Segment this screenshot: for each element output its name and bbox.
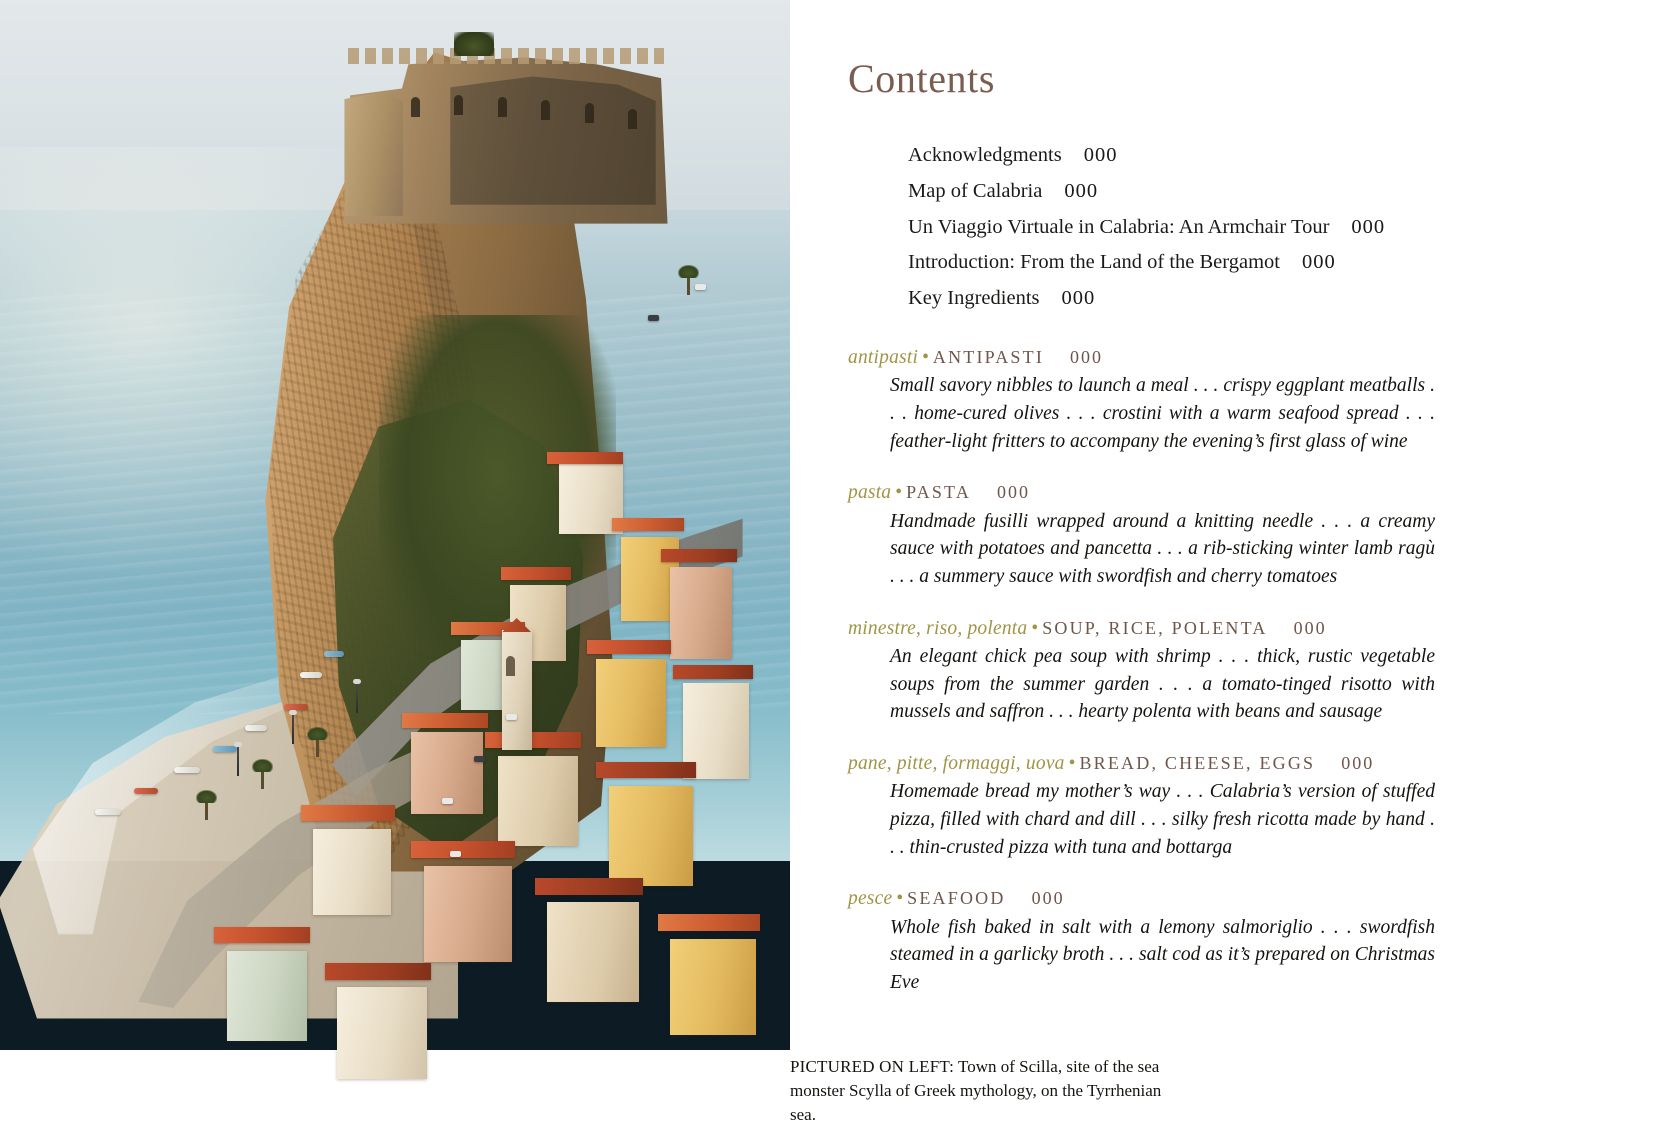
church-campanile <box>502 630 532 750</box>
building <box>227 951 307 1041</box>
bullet-separator-icon: • <box>922 346 929 368</box>
chapter-description: Small savory nibbles to launch a meal . . . crispy eggplant meatballs . . . home-cured olives . . . crostini with a warm seafood spread . . . feather-light fritters to accompany the evening’s first glass of wine <box>890 375 1435 452</box>
toc-entry-label: Un Viaggio Virtuale in Calabria: An Armchair Tour <box>908 215 1330 238</box>
chapter-heading <box>848 480 1610 505</box>
chapter-page-number: 000 <box>1341 753 1375 774</box>
chapter-list <box>848 345 1610 997</box>
chapter-italian-title: pane, pitte, formaggi, uova <box>848 753 1065 775</box>
beached-boat <box>245 725 267 731</box>
palm-tree <box>205 798 208 820</box>
chapter-page-number: 000 <box>1031 888 1065 909</box>
chapter-description: Homemade bread my mother’s way . . . Calabria’s version of stuffed pizza, filled with chard and dill . . . silky fresh ricotta made by hand . . . thin-crusted pizza with tuna and bottarga <box>890 781 1435 858</box>
building <box>313 829 391 915</box>
page-title: Contents <box>848 56 996 101</box>
photo-page-scilla <box>0 0 790 1050</box>
photo-caption <box>790 1055 1170 1127</box>
front-matter-list <box>908 140 1610 315</box>
rooftop <box>214 927 310 943</box>
toc-entry-map-of-calabria[interactable] <box>908 176 1610 208</box>
chapter-description: An elegant chick pea soup with shrimp . . . thick, rustic vegetable soups from the summer garden . . . a tomato-tinged risotto with mussels and saffron . . . hearty polenta with beans and sausage <box>890 645 1435 723</box>
chapter-italian-title: pesce <box>848 888 893 910</box>
rooftop <box>535 878 643 895</box>
rooftop <box>661 549 737 562</box>
palm-tree <box>261 767 264 789</box>
chapter-english-title: SEAFOOD <box>907 888 1006 909</box>
beached-boat <box>300 672 322 678</box>
chapter-page-number: 000 <box>997 482 1031 503</box>
bullet-separator-icon: • <box>1068 753 1076 775</box>
building <box>337 987 427 1079</box>
bullet-separator-icon: • <box>1031 617 1039 639</box>
building <box>609 786 693 886</box>
parked-car <box>695 284 706 290</box>
toc-entry-label: Acknowledgments <box>908 144 1062 166</box>
beached-boat <box>213 746 237 752</box>
beached-boat <box>174 767 200 773</box>
chapter-description: Handmade fusilli wrapped around a knitting needle . . . a creamy sauce with potatoes and pancetta . . . a rib-sticking winter lamb ragù . . . a summery sauce with swordfish and cherry tomatoes <box>890 510 1435 587</box>
town-of-scilla <box>190 452 806 1061</box>
chapter-description: Whole fish baked in salt with a lemony salmoriglio . . . swordfish steamed in a garlicky broth . . . salt cod as it’s prepared on Christmas Eve <box>890 916 1435 994</box>
toc-entry-introduction[interactable] <box>908 247 1610 279</box>
building <box>670 567 732 659</box>
rooftop <box>658 914 760 931</box>
street-lamp <box>237 746 239 776</box>
rooftop <box>587 640 671 654</box>
scilla-photograph <box>0 0 790 1050</box>
street-lamp <box>356 683 358 713</box>
parked-car <box>648 315 659 321</box>
rooftop <box>325 963 431 980</box>
castle-tower <box>344 86 402 216</box>
caption-text: Town of Scilla, site of the sea monster Scylla of Greek mythology, on the Tyrrhenian sea. <box>790 1056 1162 1125</box>
toc-entry-page: 000 <box>1064 179 1099 202</box>
toc-entry-key-ingredients[interactable] <box>908 283 1610 315</box>
toc-entry-acknowledgments[interactable] <box>908 140 1610 172</box>
toc-entry-label: Key Ingredients <box>908 287 1040 310</box>
beached-boat <box>134 788 158 794</box>
chapter-soup-rice-polenta[interactable] <box>848 616 1610 726</box>
chapter-italian-title: antipasti <box>848 346 919 368</box>
chapter-english-title: ANTIPASTI <box>932 346 1045 367</box>
rooftop <box>596 762 696 778</box>
building <box>547 902 639 1002</box>
chapter-seafood[interactable] <box>848 886 1610 996</box>
chapter-english-title: BREAD, CHEESE, EGGS <box>1079 753 1316 774</box>
castle-shadow-wing <box>450 68 655 205</box>
toc-entry-label: Map of Calabria <box>908 179 1043 202</box>
chapter-page-number: 000 <box>1293 617 1327 638</box>
chapter-english-title: PASTA <box>906 482 972 503</box>
chapter-page-number: 000 <box>1070 346 1104 367</box>
rooftop <box>402 713 488 728</box>
chapter-heading <box>848 345 1610 370</box>
chapter-bread-cheese-eggs[interactable] <box>848 751 1610 861</box>
toc-entry-page: 000 <box>1351 215 1386 238</box>
parked-car <box>506 714 517 720</box>
rooftop <box>547 452 623 464</box>
toc-entry-page: 000 <box>1061 287 1096 310</box>
rooftop <box>501 567 571 580</box>
bullet-separator-icon: • <box>896 888 904 910</box>
toc-entry-page: 000 <box>1083 144 1118 166</box>
rooftop <box>301 805 395 821</box>
bullet-separator-icon: • <box>895 482 903 504</box>
castle-window <box>498 97 507 117</box>
building <box>498 756 578 846</box>
chapter-pasta[interactable] <box>848 480 1610 590</box>
building <box>424 866 512 962</box>
chapter-heading <box>848 751 1610 776</box>
street-lamp <box>292 714 294 744</box>
castle-battlements <box>348 48 664 64</box>
building <box>596 659 666 747</box>
rooftop <box>485 732 581 748</box>
castle-window <box>585 103 594 123</box>
rooftop <box>411 841 515 858</box>
chapter-italian-title: pasta <box>848 482 892 504</box>
parked-car <box>450 851 461 857</box>
chapter-english-title: SOUP, RICE, POLENTA <box>1042 617 1268 638</box>
castle-window <box>541 100 550 120</box>
rooftop <box>612 518 684 531</box>
rooftop <box>673 665 753 679</box>
chapter-italian-title: minestre, riso, polenta <box>848 617 1028 639</box>
toc-entry-armchair-tour[interactable] <box>908 212 1610 244</box>
palm-tree <box>687 273 690 295</box>
parked-car <box>442 798 453 804</box>
beached-boat <box>284 704 308 710</box>
chapter-antipasti[interactable] <box>848 345 1610 455</box>
toc-entry-page: 000 <box>1301 251 1336 274</box>
contents-page <box>790 0 1680 1125</box>
castle-window <box>411 97 420 117</box>
beached-boat <box>324 651 344 657</box>
castle-window <box>454 95 463 115</box>
building <box>670 939 756 1035</box>
chapter-heading <box>848 616 1610 641</box>
beached-boat <box>95 809 121 815</box>
chapter-heading <box>848 886 1610 911</box>
parked-car <box>474 756 485 762</box>
caption-lead-in: PICTURED ON LEFT: <box>790 1056 955 1076</box>
palm-tree <box>316 735 319 757</box>
castle-treetop <box>454 32 494 56</box>
toc-entry-label: Introduction: From the Land of the Bergamot <box>908 251 1280 274</box>
castle-window <box>628 109 637 129</box>
